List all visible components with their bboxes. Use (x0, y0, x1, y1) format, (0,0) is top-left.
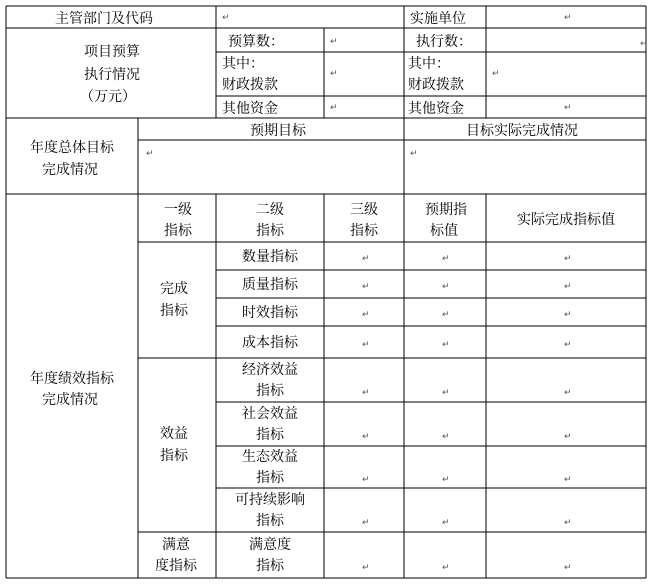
paragraph-mark: ↵ (442, 340, 450, 350)
of-which-label-left: 其中： (222, 56, 264, 72)
other-funds-label-right: 其他资金 (408, 101, 464, 117)
group-satisfaction-line-1: 满意 (162, 537, 190, 553)
dept-label: 主管部门及代码 (55, 11, 153, 27)
row-satisfaction-line-1: 满意度 (249, 537, 291, 553)
paragraph-mark: ↵ (362, 254, 370, 264)
paragraph-mark: ↵ (442, 254, 450, 264)
annual-goal-section-line-1: 年度总体目标 (30, 140, 114, 156)
row-satisfaction-line-2: 指标 (256, 558, 284, 574)
paragraph-mark: ↵ (362, 475, 370, 485)
group-completion-line-1: 完成 (160, 281, 188, 297)
paragraph-mark: ↵ (564, 518, 572, 528)
paragraph-mark: ↵ (564, 475, 572, 485)
fiscal-label-left: 财政拨款 (222, 77, 278, 93)
paragraph-mark: ↵ (564, 103, 572, 113)
fiscal-label-right: 财政拨款 (408, 77, 464, 93)
header-level2-line-2: 指标 (256, 223, 284, 239)
expected-goal-header: 预期目标 (250, 123, 306, 139)
paragraph-mark: ↵ (362, 310, 370, 320)
paragraph-mark: ↵ (564, 388, 572, 398)
row-sustainable-line-2: 指标 (256, 513, 284, 529)
annual-goal-section-line-2: 完成情况 (42, 162, 98, 178)
paragraph-mark: ↵ (146, 149, 154, 159)
row-cost: 成本指标 (242, 335, 298, 351)
budget-section-line-1: 项目预算 (84, 44, 140, 60)
header-level3-line-1: 三级 (350, 202, 378, 218)
header-level1-line-1: 一级 (164, 202, 192, 218)
paragraph-mark: ↵ (362, 388, 370, 398)
header-level3-line-2: 指标 (350, 223, 378, 239)
row-ecological-line-1: 生态效益 (242, 449, 298, 465)
row-social-line-1: 社会效益 (242, 406, 298, 422)
paragraph-mark: ↵ (564, 254, 572, 264)
row-sustainable-line-1: 可持续影响 (235, 492, 305, 508)
paragraph-mark: ↵ (442, 518, 450, 528)
paragraph-mark: ↵ (442, 563, 450, 573)
executed-amount-label: 执行数： (416, 34, 472, 50)
row-ecological-line-2: 指标 (256, 470, 284, 486)
paragraph-mark: ↵ (564, 432, 572, 442)
row-timeliness: 时效指标 (242, 305, 298, 321)
paragraph-mark: ↵ (442, 388, 450, 398)
paragraph-mark: ↵ (640, 39, 648, 49)
header-level2-line-1: 二级 (256, 202, 284, 218)
paragraph-mark: ↵ (362, 282, 370, 292)
group-benefit-line-1: 效益 (160, 426, 188, 442)
paragraph-mark: ↵ (492, 69, 500, 79)
group-completion-line-2: 指标 (160, 303, 188, 319)
indicators-section-line-1: 年度绩效指标 (30, 371, 114, 387)
budget-section-line-3: （万元） (80, 89, 136, 105)
paragraph-mark: ↵ (564, 13, 572, 23)
of-which-label-right: 其中： (408, 56, 450, 72)
paragraph-mark: ↵ (442, 475, 450, 485)
row-economic-line-2: 指标 (256, 383, 284, 399)
paragraph-mark: ↵ (442, 432, 450, 442)
paragraph-mark: ↵ (362, 432, 370, 442)
header-expected-line-1: 预期指 (425, 202, 467, 218)
row-economic-line-1: 经济效益 (242, 362, 298, 378)
header-level1-line-2: 指标 (164, 223, 192, 239)
paragraph-mark: ↵ (410, 149, 418, 159)
paragraph-mark: ↵ (362, 518, 370, 528)
other-funds-label-left: 其他资金 (222, 101, 278, 117)
paragraph-mark: ↵ (564, 310, 572, 320)
header-expected-line-2: 标值 (430, 223, 458, 239)
paragraph-mark: ↵ (362, 340, 370, 350)
row-quality: 质量指标 (242, 277, 298, 293)
row-quantity: 数量指标 (242, 249, 298, 265)
paragraph-mark: ↵ (564, 282, 572, 292)
paragraph-mark: ↵ (330, 37, 338, 47)
row-social-line-2: 指标 (256, 427, 284, 443)
impl-unit-label: 实施单位 (410, 11, 466, 27)
paragraph-mark: ↵ (442, 282, 450, 292)
paragraph-mark: ↵ (564, 340, 572, 350)
paragraph-mark: ↵ (442, 310, 450, 320)
paragraph-mark: ↵ (564, 563, 572, 573)
header-actual-value: 实际完成指标值 (517, 212, 615, 228)
paragraph-marks (146, 13, 648, 573)
paragraph-mark: ↵ (222, 13, 230, 23)
group-satisfaction-line-2: 度指标 (155, 558, 197, 574)
budget-section-line-2: 执行情况 (84, 67, 140, 83)
paragraph-mark: ↵ (362, 563, 370, 573)
actual-goal-header: 目标实际完成情况 (466, 123, 578, 139)
indicators-section-line-2: 完成情况 (42, 392, 98, 408)
paragraph-mark: ↵ (330, 103, 338, 113)
group-benefit-line-2: 指标 (160, 448, 188, 464)
paragraph-mark: ↵ (330, 69, 338, 79)
budget-amount-label: 预算数： (228, 34, 284, 50)
